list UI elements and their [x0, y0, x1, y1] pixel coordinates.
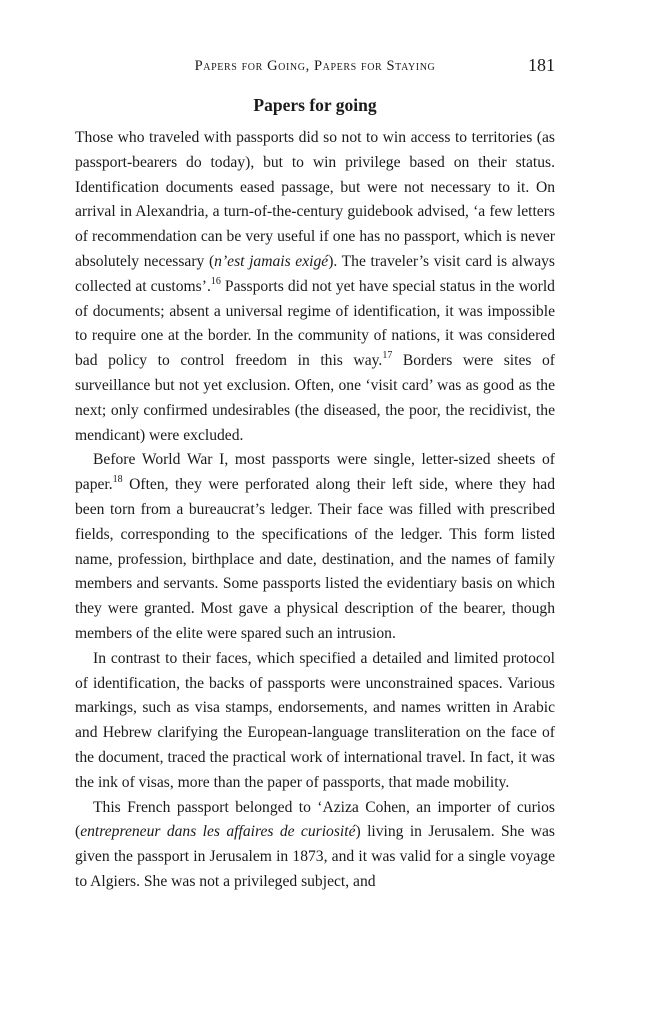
text-run: ). The traveler’s visit card is always collected at customs’. — [75, 252, 555, 295]
page-number: 181 — [528, 55, 555, 75]
text-run: In contrast to their faces, which specified a detailed and limited protocol of identification, the backs of passports were unconstrained spaces. Various markings, such as visa stamps, endorsements, and names written in Arabic and Hebrew clarifying the European-language transliteration on the face of the document, traced the practical work of international travel. In fact, it was the ink of visas, more than the paper of passports, that made mobility. — [75, 649, 555, 791]
footnote-ref: 17 — [382, 349, 393, 361]
section-heading: Papers for going — [253, 95, 377, 115]
paragraph-1 — [75, 126, 555, 448]
paragraph-2 — [75, 448, 555, 646]
text-run: Borders were sites of surveillance but not yet exclusion. Often, one ‘visit card’ was as good as the next; only confirmed undesirables (the diseased, the poor, the recidivist, the mendicant) were excluded. — [75, 352, 555, 444]
running-head-title: Papers for Going, Papers for Staying — [194, 58, 436, 74]
italic-phrase: entrepreneur dans les affaires de curiosité — [80, 823, 356, 841]
body-text — [75, 126, 555, 895]
text-run: Often, they were perforated along their left side, where they had been torn from a bureaucrat’s ledger. Their face was filled with prescribed fields, corresponding to the specifications of the ledger. This form listed name, profession, birthplace and date, destination, and the names of family members and servants. Some passports listed the evidentiary basis on which they were granted. Most gave a physical description of the bearer, though members of the elite were spared such an intrusion. — [75, 476, 555, 642]
text-run: Before World War I, most passports were single, letter-sized sheets of paper. — [75, 451, 555, 494]
running-head — [75, 52, 555, 80]
text-run: This French passport belonged to ‘Aziza Cohen, an importer of curios ( — [75, 798, 555, 841]
text-run: Passports did not yet have special status in the world of documents; absent a universal regime of identification, it was impossible to require one at the border. In the community of nations, it was considered bad policy to control freedom in this way. — [75, 277, 555, 370]
italic-phrase: n’est jamais exigé — [214, 252, 329, 270]
footnote-ref: 16 — [210, 275, 221, 287]
footnote-ref: 18 — [112, 473, 123, 485]
text-run: ) living in Jerusalem. She was given the passport in Jerusalem in 1873, and it was valid for a single voyage to Algiers. She was not a privileged subject, and — [75, 823, 555, 890]
paragraph-3 — [75, 647, 555, 796]
text-run: Those who traveled with passports did so not to win access to territories (as passport-bearers do today), but to win privilege based on their status. Identification documents eased passage, but were not necessary to it. On arrival in Alexandria, a turn-of-the-century guidebook advised, ‘a few letters of recommendation can be very useful if one has no passport, which is never absolutely necessary ( — [75, 129, 555, 270]
paragraph-4 — [75, 796, 555, 895]
